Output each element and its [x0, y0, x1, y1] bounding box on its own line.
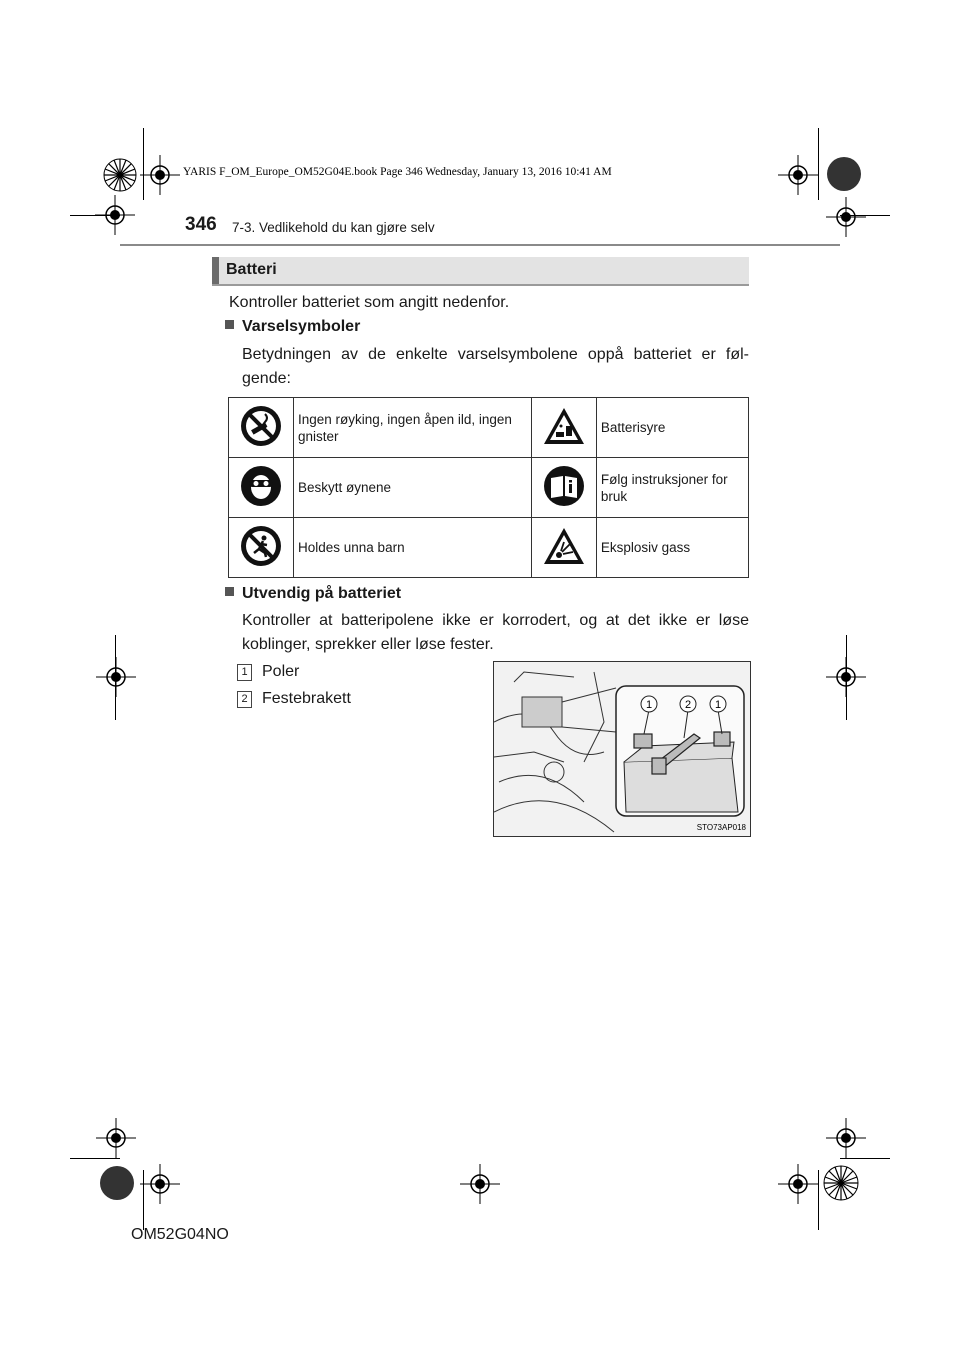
no-smoking-icon — [239, 404, 283, 448]
symbol-cell — [229, 458, 294, 518]
crosshair-target-icon — [826, 197, 866, 237]
explosive-gas-icon — [542, 526, 586, 566]
callout-label: 1 — [645, 699, 653, 711]
legend-label: Poler — [262, 663, 300, 680]
bullet-square-icon — [225, 587, 234, 596]
registration-dark-circle-icon — [96, 1162, 138, 1204]
engine-bay-drawing — [494, 662, 750, 836]
crosshair-target-icon — [96, 657, 136, 697]
legend-item — [237, 690, 351, 708]
symbol-label: Batterisyre — [596, 398, 748, 458]
legend-item — [237, 663, 299, 681]
crosshair-target-icon — [826, 1118, 866, 1158]
symbol-label: Følg instruksjoner for bruk — [596, 458, 748, 518]
symbol-cell — [229, 518, 294, 578]
table-row — [229, 398, 749, 458]
crosshair-target-icon — [140, 1164, 180, 1204]
eye-protection-icon — [239, 464, 283, 508]
figure-code: STO73AP018 — [696, 823, 746, 832]
crosshair-target-icon — [96, 1118, 136, 1158]
symbol-cell — [531, 398, 596, 458]
registration-dark-circle-icon — [823, 153, 865, 195]
symbol-cell — [531, 518, 596, 578]
section-title: Batteri — [226, 261, 277, 278]
exterior-heading: Utvendig på batteriet — [225, 585, 401, 603]
warnings-heading: Varselsymboler — [225, 318, 360, 336]
crosshair-target-icon — [778, 155, 818, 195]
symbol-cell — [229, 398, 294, 458]
registration-sunburst-icon — [820, 1162, 862, 1204]
table-row — [229, 518, 749, 578]
section-accent — [212, 257, 219, 284]
battery-acid-icon — [542, 406, 586, 446]
warning-symbols-table — [228, 397, 749, 578]
warnings-text: Betydningen av de enkelte varselsymbolene oppå batteriet er føl-gende: — [242, 346, 749, 387]
read-manual-icon — [542, 464, 586, 508]
callout-number: 1 — [237, 664, 252, 681]
footer-code: OM52G04NO — [131, 1226, 229, 1243]
registration-sunburst-icon — [100, 155, 140, 195]
intro-text: Kontroller batteriet som angitt nedenfor. — [229, 294, 510, 311]
keep-away-children-icon — [239, 524, 283, 568]
bullet-square-icon — [225, 320, 234, 329]
header-rule — [120, 244, 840, 246]
callout-number: 2 — [237, 691, 252, 708]
table-row — [229, 458, 749, 518]
book-info: YARIS F_OM_Europe_OM52G04E.book Page 346 Wednesday, January 13, 2016 10:41 AM — [183, 166, 612, 178]
legend-label: Festebrakett — [262, 690, 351, 707]
symbol-label: Eksplosiv gass — [596, 518, 748, 578]
crosshair-target-icon — [778, 1164, 818, 1204]
callout-label: 2 — [684, 699, 692, 711]
section-header — [212, 257, 749, 286]
crosshair-target-icon — [140, 155, 180, 195]
exterior-text: Kontroller at batteripolene ikke er korrodert, og at det ikke er løse koblinger, sprekker eller løse fester. — [242, 612, 749, 653]
crosshair-target-icon — [460, 1164, 500, 1204]
chapter-title: 7-3. Vedlikehold du kan gjøre selv — [232, 220, 435, 235]
symbol-cell — [531, 458, 596, 518]
battery-illustration — [493, 661, 751, 837]
callout-label: 1 — [714, 699, 722, 711]
page-number: 346 — [185, 214, 217, 235]
symbol-label: Beskytt øynene — [294, 458, 532, 518]
symbol-label: Ingen røyking, ingen åpen ild, ingen gnister — [294, 398, 532, 458]
symbol-label: Holdes unna barn — [294, 518, 532, 578]
